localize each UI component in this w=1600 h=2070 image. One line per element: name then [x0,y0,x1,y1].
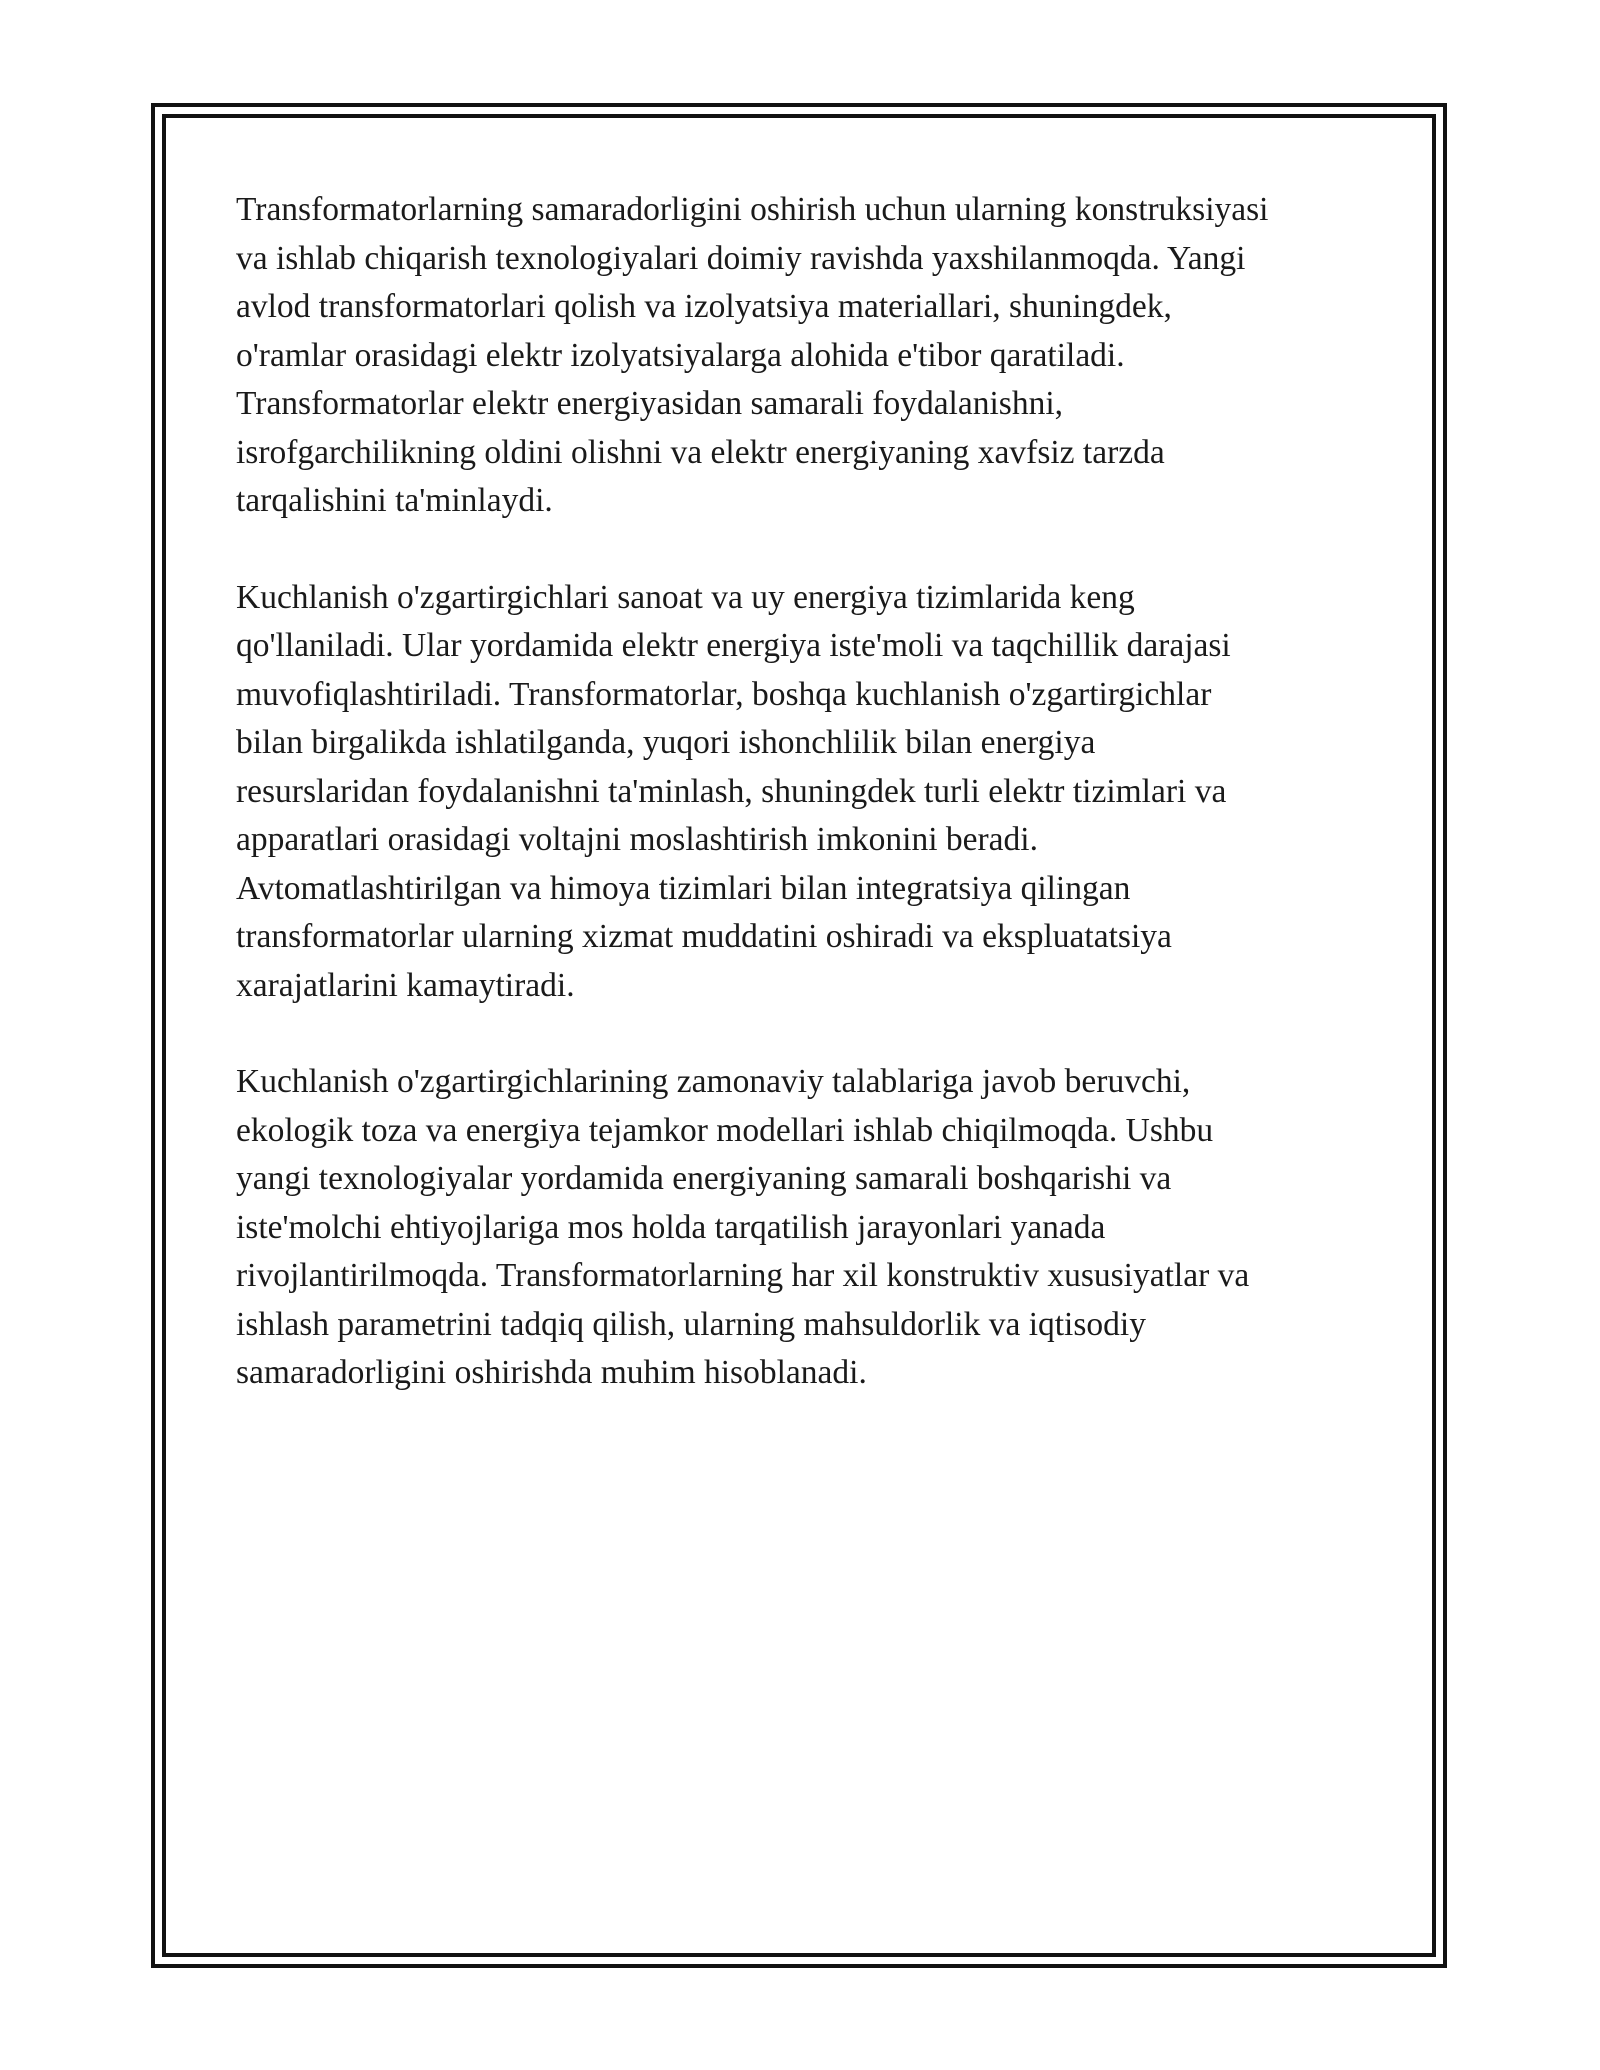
line: tarqalishini ta'minlaydi. [236,482,553,519]
line: Transformatorlar elektr energiyasidan samarali foydalanishni, [236,385,1064,422]
line: ishlash parametrini tadqiq qilish, ularning mahsuldorlik va iqtisodiy [236,1305,1146,1343]
line: apparatlari orasidagi voltajni moslashtirish imkonini beradi. [236,821,1038,858]
line: ekologik toza va energiya tejamkor modellari ishlab chiqilmoqda. Ushbu [236,1111,1214,1149]
line: bilan birgalikda ishlatilganda, yuqori ishonchlilik bilan energiya [236,724,1096,761]
line: iste'molchi ehtiyojlariga mos holda tarqatilish jarayonlari yanada [236,1208,1106,1246]
line: avlod transformatorlari qolish va izolyatsiya materiallari, shuningdek, [236,288,1172,325]
line: o'ramlar orasidagi elektr izolyatsiyalarga alohida e'tibor qaratiladi. [236,336,1125,374]
paragraph-3 [236,1058,1396,1398]
line: Avtomatlashtirilgan va himoya tizimlari bilan integratsiya qilingan [236,869,1131,907]
paragraph-1 [236,186,1396,526]
line: Kuchlanish o'zgartirgichlarining zamonaviy talablariga javob beruvchi, [236,1063,1191,1100]
line: samaradorligini oshirishda muhim hisoblanadi. [236,1354,867,1391]
line: transformatorlar ularning xizmat muddatini oshiradi va ekspluatatsiya [236,918,1172,955]
document-body [236,186,1396,1446]
line: rivojlantirilmoqda. Transformatorlarning har xil konstruktiv xususiyatlar va [236,1257,1250,1294]
line: resurslaridan foydalanishni ta'minlash, shuningdek turli elektr tizimlari va [236,772,1227,810]
line: va ishlab chiqarish texnologiyalari doimiy ravishda yaxshilanmoqda. Yangi [236,239,1246,277]
line: yangi texnologiyalar yordamida energiyaning samarali boshqarishi va [236,1160,1172,1197]
line: xarajatlarini kamaytiradi. [236,966,575,1004]
line: Kuchlanish o'zgartirgichlari sanoat va uy energiya tizimlarida keng [236,578,1135,616]
line: qo'llaniladi. Ular yordamida elektr energiya iste'moli va taqchillik darajasi [236,627,1231,664]
line: Transformatorlarning samaradorligini oshirish uchun ularning konstruksiyasi [236,191,1269,228]
paragraph-2 [236,574,1396,1011]
line: muvofiqlashtiriladi. Transformatorlar, boshqa kuchlanish o'zgartirgichlar [236,675,1212,713]
line: isrofgarchilikning oldini olishni va elektr energiyaning xavfsiz tarzda [236,433,1165,471]
